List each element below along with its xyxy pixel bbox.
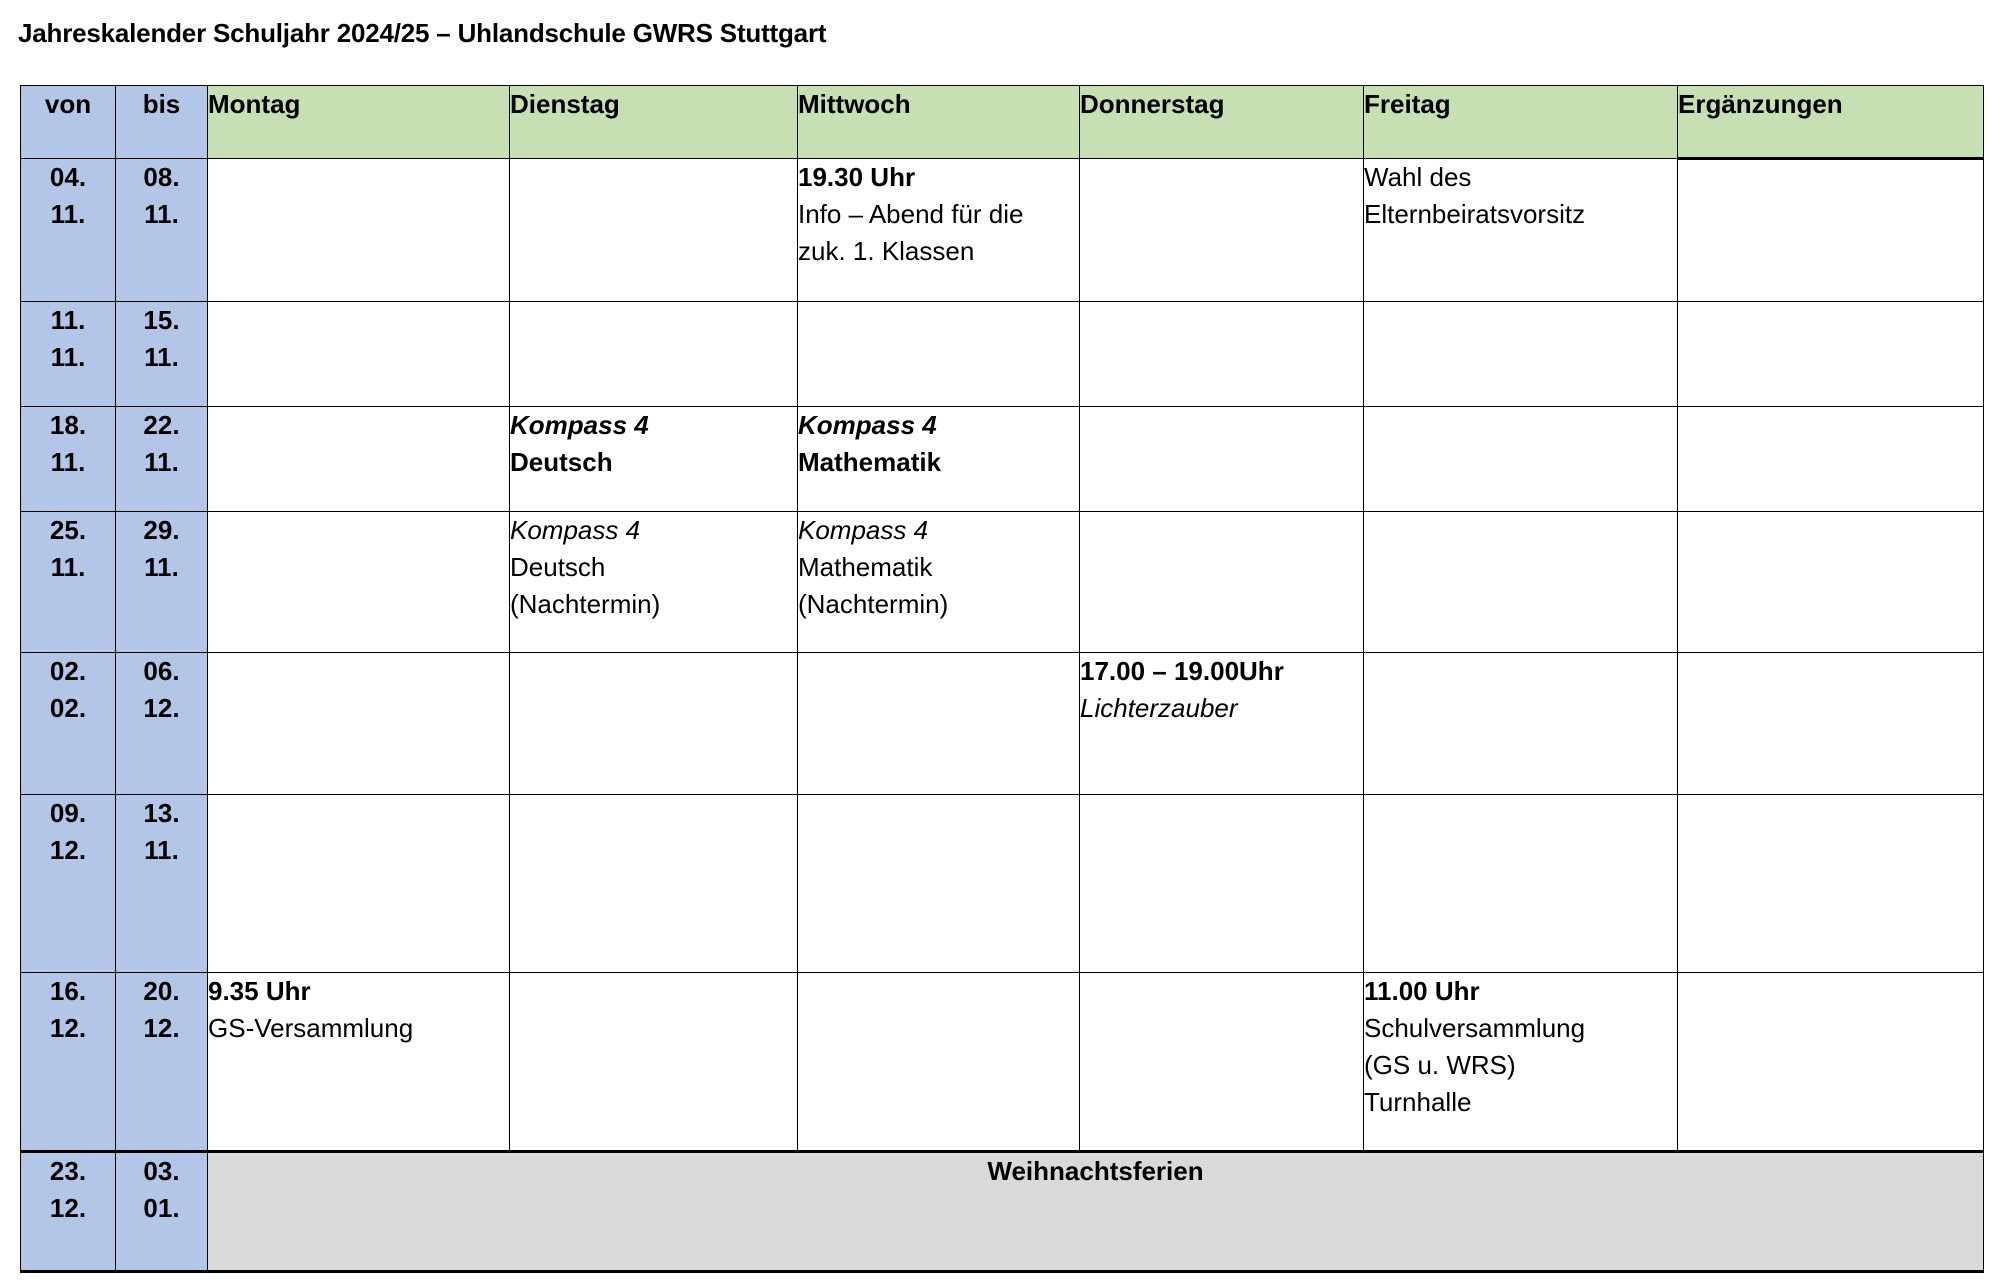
cell-ergaenzungen <box>1678 795 1984 973</box>
event-text: (Nachtermin) <box>798 589 949 619</box>
event-text: Wahl des <box>1364 162 1472 192</box>
cell-dienstag <box>510 795 798 973</box>
week-row <box>21 159 1984 302</box>
cell-donnerstag <box>1080 512 1364 653</box>
event-text: Deutsch <box>510 552 606 582</box>
date-von: 25. 11. <box>21 512 116 653</box>
event-text: Mathematik <box>798 552 933 582</box>
cell-montag <box>208 512 510 653</box>
event-title: Kompass 4 <box>510 515 641 545</box>
event-text: Mathematik <box>798 447 942 477</box>
event-text: (GS u. WRS) <box>1364 1050 1516 1080</box>
header-mittwoch: Mittwoch <box>798 86 1080 159</box>
event-text: Info – Abend für die <box>798 199 1024 229</box>
event-text: zuk. 1. Klassen <box>798 236 975 266</box>
event-title: Kompass 4 <box>798 410 937 440</box>
page-title: Jahreskalender Schuljahr 2024/25 – Uhlandschule GWRS Stuttgart <box>18 18 827 48</box>
week-row <box>21 407 1984 512</box>
cell-donnerstag <box>1080 795 1364 973</box>
cell-donnerstag <box>1080 653 1364 795</box>
cell-montag <box>208 159 510 302</box>
cell-mittwoch <box>798 795 1080 973</box>
date-von: 23. 12. <box>21 1152 116 1272</box>
date-von: 11. 11. <box>21 302 116 407</box>
event-text: Schulversammlung <box>1364 1013 1586 1043</box>
cell-mittwoch <box>798 653 1080 795</box>
cell-montag <box>208 302 510 407</box>
cell-donnerstag <box>1080 159 1364 302</box>
date-von: 02. 02. <box>21 653 116 795</box>
cell-ergaenzungen <box>1678 653 1984 795</box>
cell-freitag <box>1364 159 1678 302</box>
week-row <box>21 795 1984 973</box>
holiday-label: Weihnachtsferien <box>208 1152 1984 1272</box>
event-title: Kompass 4 <box>510 410 649 440</box>
cell-freitag <box>1364 653 1678 795</box>
event-text: (Nachtermin) <box>510 589 661 619</box>
event-text: Lichterzauber <box>1080 693 1238 723</box>
cell-freitag <box>1364 795 1678 973</box>
date-bis: 08. 11. <box>116 159 208 302</box>
header-von: von <box>21 86 116 159</box>
cell-dienstag <box>510 512 798 653</box>
cell-ergaenzungen <box>1678 407 1984 512</box>
date-bis: 15. 11. <box>116 302 208 407</box>
date-von: 09. 12. <box>21 795 116 973</box>
cell-ergaenzungen <box>1678 512 1984 653</box>
cell-mittwoch <box>798 302 1080 407</box>
event-time: 17.00 – 19.00Uhr <box>1080 656 1284 686</box>
cell-donnerstag <box>1080 302 1364 407</box>
week-row <box>21 302 1984 407</box>
cell-freitag <box>1364 973 1678 1152</box>
header-dienstag: Dienstag <box>510 86 798 159</box>
cell-mittwoch <box>798 512 1080 653</box>
cell-dienstag <box>510 407 798 512</box>
date-bis: 03. 01. <box>116 1152 208 1272</box>
cell-dienstag <box>510 653 798 795</box>
cell-freitag <box>1364 407 1678 512</box>
holiday-row <box>21 1152 1984 1272</box>
week-row <box>21 512 1984 653</box>
header-freitag: Freitag <box>1364 86 1678 159</box>
cell-ergaenzungen <box>1678 973 1984 1152</box>
event-text: Elternbeiratsvorsitz <box>1364 199 1586 229</box>
calendar-table <box>20 85 1984 1273</box>
header-donnerstag: Donnerstag <box>1080 86 1364 159</box>
event-time: 19.30 Uhr <box>798 162 916 192</box>
week-row <box>21 653 1984 795</box>
week-row <box>21 973 1984 1152</box>
header-montag: Montag <box>208 86 510 159</box>
cell-montag <box>208 407 510 512</box>
event-time: 11.00 Uhr <box>1364 976 1480 1006</box>
event-time: 9.35 Uhr <box>208 976 311 1006</box>
cell-montag <box>208 795 510 973</box>
cell-dienstag <box>510 973 798 1152</box>
header-bis: bis <box>116 86 208 159</box>
date-von: 04. 11. <box>21 159 116 302</box>
cell-freitag <box>1364 302 1678 407</box>
cell-ergaenzungen <box>1678 159 1984 302</box>
event-text: GS-Versammlung <box>208 1013 414 1043</box>
cell-mittwoch <box>798 407 1080 512</box>
date-von: 18. 11. <box>21 407 116 512</box>
cell-dienstag <box>510 159 798 302</box>
date-bis: 22. 11. <box>116 407 208 512</box>
cell-montag <box>208 973 510 1152</box>
date-bis: 29. 11. <box>116 512 208 653</box>
cell-donnerstag <box>1080 973 1364 1152</box>
cell-donnerstag <box>1080 407 1364 512</box>
event-title: Kompass 4 <box>798 515 929 545</box>
cell-mittwoch <box>798 159 1080 302</box>
header-row <box>21 86 1984 159</box>
date-bis: 06. 12. <box>116 653 208 795</box>
header-ergaenzungen: Ergänzungen <box>1678 86 1984 159</box>
event-text: Turnhalle <box>1364 1087 1472 1117</box>
cell-mittwoch <box>798 973 1080 1152</box>
date-bis: 13. 11. <box>116 795 208 973</box>
date-bis: 20. 12. <box>116 973 208 1152</box>
cell-ergaenzungen <box>1678 302 1984 407</box>
cell-montag <box>208 653 510 795</box>
cell-freitag <box>1364 512 1678 653</box>
cell-dienstag <box>510 302 798 407</box>
event-text: Deutsch <box>510 447 613 477</box>
date-von: 16. 12. <box>21 973 116 1152</box>
